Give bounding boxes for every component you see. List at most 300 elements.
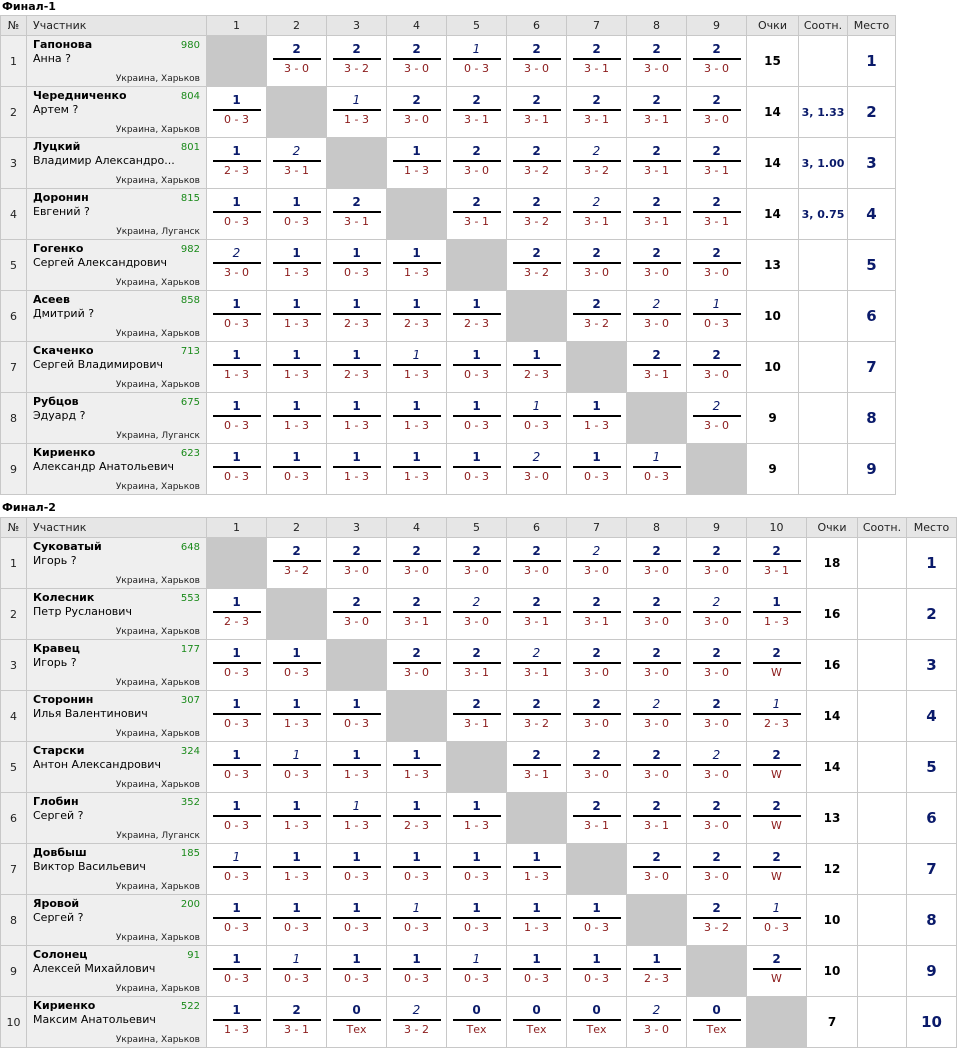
game-divider	[333, 466, 381, 468]
game-cell[interactable]	[627, 691, 687, 742]
game-cell[interactable]	[387, 538, 447, 589]
participant-surname[interactable]: Скаченко	[33, 344, 94, 357]
game-score: 3 - 1	[644, 819, 669, 832]
participant-cell[interactable]	[27, 538, 207, 589]
game-score: 3 - 0	[524, 470, 549, 483]
game-cell[interactable]	[447, 691, 507, 742]
game-cell[interactable]	[627, 342, 687, 393]
game-divider	[273, 58, 321, 60]
game-cell[interactable]	[687, 342, 747, 393]
participant-cell[interactable]	[27, 393, 207, 444]
game-cell[interactable]	[207, 946, 267, 997]
game-cell[interactable]	[747, 793, 807, 844]
game-cell[interactable]	[447, 36, 507, 87]
game-divider	[213, 662, 261, 664]
game-score: 0 - 3	[524, 419, 549, 432]
game-cell[interactable]	[447, 946, 507, 997]
points-value: 7	[807, 997, 858, 1048]
game-cell[interactable]	[627, 946, 687, 997]
game-cell[interactable]	[387, 946, 447, 997]
final-1-title: Финал-1	[2, 0, 56, 13]
game-divider	[573, 611, 621, 613]
game-cell[interactable]	[567, 997, 627, 1048]
game-cell[interactable]	[327, 36, 387, 87]
participant-cell[interactable]	[27, 997, 207, 1048]
game-cell[interactable]	[267, 342, 327, 393]
game-cell[interactable]	[327, 589, 387, 640]
game-divider	[273, 415, 321, 417]
game-cell[interactable]	[627, 589, 687, 640]
participant-surname[interactable]: Асеев	[33, 293, 70, 306]
game-score: 1 - 3	[404, 266, 429, 279]
game-cell[interactable]	[327, 844, 387, 895]
participant-cell[interactable]	[27, 342, 207, 393]
game-cell[interactable]	[447, 444, 507, 495]
tiebreak-value	[858, 895, 907, 946]
game-cell[interactable]	[687, 138, 747, 189]
game-divider	[513, 415, 561, 417]
game-cell[interactable]	[327, 691, 387, 742]
participant-city: Украина, Харьков	[115, 576, 200, 586]
diagonal-cell	[447, 240, 507, 291]
participant-rating: 200	[180, 899, 200, 910]
participant-surname[interactable]: Доронин	[33, 191, 89, 204]
game-cell[interactable]	[327, 793, 387, 844]
participant-cell[interactable]	[27, 189, 207, 240]
game-divider	[393, 917, 441, 919]
game-cell[interactable]	[447, 640, 507, 691]
game-cell[interactable]	[687, 640, 747, 691]
participant-surname[interactable]: Гогенко	[33, 242, 84, 255]
game-cell[interactable]	[687, 538, 747, 589]
game-score: 0 - 3	[224, 419, 249, 432]
participant-firstname: Петр Русланович	[33, 605, 132, 618]
participant-cell[interactable]	[27, 844, 207, 895]
game-cell[interactable]	[207, 793, 267, 844]
game-cell[interactable]	[567, 240, 627, 291]
game-cell[interactable]	[567, 393, 627, 444]
participant-rating: 801	[180, 142, 200, 153]
participant-cell[interactable]	[27, 36, 207, 87]
game-cell[interactable]	[507, 342, 567, 393]
game-score: 1 - 3	[404, 419, 429, 432]
game-cell[interactable]	[747, 946, 807, 997]
points-value: 14	[747, 189, 799, 240]
game-cell[interactable]	[207, 444, 267, 495]
participant-surname[interactable]: Суковатый	[33, 540, 102, 553]
game-divider	[453, 160, 501, 162]
game-score: 3 - 0	[284, 62, 309, 75]
diagonal-cell	[207, 538, 267, 589]
game-cell[interactable]	[687, 87, 747, 138]
game-cell[interactable]	[387, 640, 447, 691]
table-row	[1, 538, 957, 589]
game-cell[interactable]	[447, 291, 507, 342]
participant-rating: 648	[180, 542, 200, 553]
game-cell[interactable]	[267, 538, 327, 589]
game-cell[interactable]	[267, 189, 327, 240]
game-cell[interactable]	[687, 793, 747, 844]
participant-cell[interactable]	[27, 895, 207, 946]
game-cell[interactable]	[207, 87, 267, 138]
game-score: 0 - 3	[284, 215, 309, 228]
game-cell[interactable]	[627, 138, 687, 189]
game-score: 1 - 3	[284, 317, 309, 330]
game-cell[interactable]	[747, 895, 807, 946]
participant-surname[interactable]: Довбыш	[33, 846, 87, 859]
game-cell[interactable]	[567, 36, 627, 87]
game-score: 3 - 0	[584, 266, 609, 279]
game-cell[interactable]	[327, 342, 387, 393]
game-cell[interactable]	[327, 895, 387, 946]
game-cell[interactable]	[567, 291, 627, 342]
game-cell[interactable]	[267, 240, 327, 291]
game-divider	[273, 160, 321, 162]
game-cell[interactable]	[207, 138, 267, 189]
game-score: 3 - 1	[644, 215, 669, 228]
participant-surname[interactable]: Кириенко	[33, 999, 96, 1012]
game-score: 3 - 0	[404, 666, 429, 679]
game-cell[interactable]	[567, 589, 627, 640]
game-score: 3 - 0	[464, 564, 489, 577]
participant-surname[interactable]: Солонец	[33, 948, 88, 961]
game-cell[interactable]	[567, 87, 627, 138]
game-cell[interactable]	[387, 997, 447, 1048]
game-cell[interactable]	[627, 538, 687, 589]
game-cell[interactable]	[327, 291, 387, 342]
game-cell[interactable]	[447, 138, 507, 189]
game-points: 2	[712, 246, 721, 260]
game-score: 0 - 3	[344, 717, 369, 730]
game-cell[interactable]	[627, 189, 687, 240]
game-cell[interactable]	[207, 691, 267, 742]
game-score: 3 - 1	[464, 113, 489, 126]
game-cell[interactable]	[447, 393, 507, 444]
game-cell[interactable]	[687, 742, 747, 793]
game-cell[interactable]	[207, 997, 267, 1048]
game-cell[interactable]	[627, 640, 687, 691]
game-cell[interactable]	[267, 640, 327, 691]
participant-surname[interactable]: Чередниченко	[33, 89, 127, 102]
game-cell[interactable]	[207, 742, 267, 793]
game-cell[interactable]	[507, 946, 567, 997]
game-cell[interactable]	[387, 138, 447, 189]
game-cell[interactable]	[507, 895, 567, 946]
participant-surname[interactable]: Сторонин	[33, 693, 94, 706]
participant-cell[interactable]	[27, 793, 207, 844]
game-cell[interactable]	[687, 240, 747, 291]
game-divider	[213, 466, 261, 468]
game-score: 0 - 3	[464, 972, 489, 985]
game-cell[interactable]	[627, 291, 687, 342]
game-cell[interactable]	[267, 895, 327, 946]
participant-cell[interactable]	[27, 240, 207, 291]
game-cell[interactable]	[627, 793, 687, 844]
game-cell[interactable]	[567, 538, 627, 589]
game-cell[interactable]	[387, 895, 447, 946]
game-cell[interactable]	[507, 393, 567, 444]
game-cell[interactable]	[747, 538, 807, 589]
game-cell[interactable]	[327, 742, 387, 793]
game-cell[interactable]	[687, 36, 747, 87]
game-cell[interactable]	[687, 393, 747, 444]
game-cell[interactable]	[507, 189, 567, 240]
game-cell[interactable]	[507, 742, 567, 793]
header-tiebreak: Соотн.	[799, 16, 848, 36]
game-cell[interactable]	[207, 189, 267, 240]
participant-cell[interactable]	[27, 742, 207, 793]
game-cell[interactable]	[567, 138, 627, 189]
game-cell[interactable]	[687, 895, 747, 946]
game-cell[interactable]	[327, 393, 387, 444]
participant-city: Украина, Луганск	[116, 831, 200, 841]
participant-cell[interactable]	[27, 589, 207, 640]
game-cell[interactable]	[207, 640, 267, 691]
game-cell[interactable]	[447, 87, 507, 138]
game-cell[interactable]	[507, 589, 567, 640]
game-score: 3 - 0	[704, 113, 729, 126]
participant-surname[interactable]: Кириенко	[33, 446, 96, 459]
table-row	[1, 36, 896, 87]
row-number: 8	[1, 895, 27, 946]
points-value: 9	[747, 393, 799, 444]
game-cell[interactable]	[567, 189, 627, 240]
participant-cell[interactable]	[27, 640, 207, 691]
game-cell[interactable]	[567, 742, 627, 793]
game-cell[interactable]	[387, 291, 447, 342]
participant-surname[interactable]: Кравец	[33, 642, 80, 655]
game-divider	[513, 58, 561, 60]
game-cell[interactable]	[567, 793, 627, 844]
game-cell[interactable]	[267, 691, 327, 742]
game-cell[interactable]	[387, 793, 447, 844]
game-cell[interactable]	[627, 36, 687, 87]
header-col-4: 4	[387, 518, 447, 538]
game-points: 2	[592, 144, 601, 158]
game-cell[interactable]	[627, 240, 687, 291]
game-cell[interactable]	[447, 589, 507, 640]
game-divider	[213, 968, 261, 970]
game-cell[interactable]	[687, 997, 747, 1048]
participant-rating: 713	[180, 346, 200, 357]
game-divider	[453, 1019, 501, 1021]
game-cell[interactable]	[327, 946, 387, 997]
game-cell[interactable]	[687, 291, 747, 342]
game-cell[interactable]	[447, 538, 507, 589]
participant-surname[interactable]: Рубцов	[33, 395, 79, 408]
game-cell[interactable]	[447, 895, 507, 946]
game-cell[interactable]	[327, 997, 387, 1048]
game-cell[interactable]	[507, 691, 567, 742]
table-row	[1, 997, 957, 1048]
game-cell[interactable]	[507, 36, 567, 87]
game-cell[interactable]	[327, 538, 387, 589]
participant-rating: 815	[180, 193, 200, 204]
game-cell[interactable]	[387, 342, 447, 393]
game-divider	[213, 211, 261, 213]
game-cell[interactable]	[387, 240, 447, 291]
place-value: 9	[907, 946, 957, 997]
participant-surname[interactable]: Глобин	[33, 795, 79, 808]
table-row	[1, 844, 957, 895]
game-cell[interactable]	[627, 444, 687, 495]
game-divider	[393, 415, 441, 417]
game-cell[interactable]	[447, 189, 507, 240]
participant-cell[interactable]	[27, 691, 207, 742]
game-points: 1	[532, 348, 541, 362]
game-divider	[273, 364, 321, 366]
game-points: 1	[292, 799, 301, 813]
game-points: 2	[652, 195, 661, 209]
game-cell[interactable]	[207, 240, 267, 291]
participant-surname[interactable]: Яровой	[33, 897, 80, 910]
game-cell[interactable]	[207, 895, 267, 946]
participant-cell[interactable]	[27, 87, 207, 138]
participant-surname[interactable]: Луцкий	[33, 140, 81, 153]
game-cell[interactable]	[747, 589, 807, 640]
participant-cell[interactable]	[27, 444, 207, 495]
game-cell[interactable]	[507, 538, 567, 589]
game-cell[interactable]	[327, 444, 387, 495]
game-cell[interactable]	[687, 589, 747, 640]
game-score: 3 - 0	[464, 615, 489, 628]
row-number: 6	[1, 793, 27, 844]
game-cell[interactable]	[507, 444, 567, 495]
game-divider	[633, 713, 681, 715]
game-cell[interactable]	[267, 844, 327, 895]
game-cell[interactable]	[207, 844, 267, 895]
game-cell[interactable]	[267, 138, 327, 189]
game-cell[interactable]	[627, 742, 687, 793]
participant-surname[interactable]: Колесник	[33, 591, 95, 604]
game-cell[interactable]	[627, 87, 687, 138]
game-cell[interactable]	[207, 589, 267, 640]
game-cell[interactable]	[447, 844, 507, 895]
game-cell[interactable]	[507, 240, 567, 291]
game-divider	[453, 415, 501, 417]
game-points: 1	[412, 348, 421, 362]
game-cell[interactable]	[207, 393, 267, 444]
game-cell[interactable]	[747, 640, 807, 691]
game-divider	[213, 917, 261, 919]
game-cell[interactable]	[447, 342, 507, 393]
game-cell[interactable]	[447, 997, 507, 1048]
game-cell[interactable]	[387, 742, 447, 793]
game-cell[interactable]	[447, 793, 507, 844]
game-divider	[333, 313, 381, 315]
game-points: 1	[472, 850, 481, 864]
game-cell[interactable]	[747, 691, 807, 742]
game-cell[interactable]	[387, 844, 447, 895]
game-cell[interactable]	[267, 997, 327, 1048]
diagonal-cell	[687, 444, 747, 495]
game-cell[interactable]	[567, 895, 627, 946]
game-cell[interactable]	[387, 589, 447, 640]
game-cell[interactable]	[387, 87, 447, 138]
header-tiebreak: Соотн.	[858, 518, 907, 538]
game-divider	[573, 313, 621, 315]
game-cell[interactable]	[567, 640, 627, 691]
game-points: 1	[232, 799, 241, 813]
game-score: 3 - 2	[284, 564, 309, 577]
game-score: 3 - 0	[704, 62, 729, 75]
game-cell[interactable]	[687, 691, 747, 742]
game-cell[interactable]	[387, 393, 447, 444]
game-score: 2 - 3	[344, 368, 369, 381]
game-divider	[273, 662, 321, 664]
header-place: Место	[907, 518, 957, 538]
game-points: 1	[352, 850, 361, 864]
game-cell[interactable]	[567, 691, 627, 742]
game-cell[interactable]	[507, 997, 567, 1048]
table-row	[1, 742, 957, 793]
game-cell[interactable]	[387, 36, 447, 87]
game-points: 2	[712, 595, 721, 609]
game-points: 2	[712, 697, 721, 711]
participant-surname[interactable]: Старски	[33, 744, 85, 757]
game-cell[interactable]	[687, 844, 747, 895]
game-cell[interactable]	[747, 742, 807, 793]
game-cell[interactable]	[627, 844, 687, 895]
participant-cell[interactable]	[27, 138, 207, 189]
game-points: 0	[592, 1003, 601, 1017]
game-score: 3 - 0	[644, 564, 669, 577]
game-cell[interactable]	[507, 138, 567, 189]
game-cell[interactable]	[327, 240, 387, 291]
game-cell[interactable]	[627, 997, 687, 1048]
header-col-7: 7	[567, 16, 627, 36]
game-divider	[693, 560, 741, 562]
game-divider	[633, 560, 681, 562]
game-cell[interactable]	[207, 342, 267, 393]
game-cell[interactable]	[267, 393, 327, 444]
points-value: 13	[747, 240, 799, 291]
game-cell[interactable]	[267, 444, 327, 495]
game-score: 3 - 1	[464, 717, 489, 730]
participant-cell[interactable]	[27, 291, 207, 342]
game-divider	[573, 968, 621, 970]
game-cell[interactable]	[387, 444, 447, 495]
game-points: 2	[772, 952, 781, 966]
header-num: №	[1, 518, 27, 538]
game-cell[interactable]	[567, 946, 627, 997]
game-cell[interactable]	[747, 844, 807, 895]
game-score: 3 - 0	[404, 564, 429, 577]
game-points: 1	[292, 399, 301, 413]
game-cell[interactable]	[567, 444, 627, 495]
game-cell[interactable]	[267, 291, 327, 342]
game-score: 3 - 0	[404, 113, 429, 126]
game-cell[interactable]	[507, 87, 567, 138]
game-cell[interactable]	[327, 189, 387, 240]
game-cell[interactable]	[327, 87, 387, 138]
game-cell[interactable]	[267, 793, 327, 844]
game-score: 3 - 1	[524, 113, 549, 126]
game-cell[interactable]	[507, 640, 567, 691]
game-divider	[333, 815, 381, 817]
participant-surname[interactable]: Гапонова	[33, 38, 93, 51]
game-cell[interactable]	[507, 844, 567, 895]
game-cell[interactable]	[267, 36, 327, 87]
participant-cell[interactable]	[27, 946, 207, 997]
game-cell[interactable]	[267, 742, 327, 793]
game-cell[interactable]	[687, 189, 747, 240]
game-divider	[453, 560, 501, 562]
game-divider	[693, 866, 741, 868]
game-points: 1	[472, 952, 481, 966]
game-cell[interactable]	[207, 291, 267, 342]
game-cell[interactable]	[267, 946, 327, 997]
